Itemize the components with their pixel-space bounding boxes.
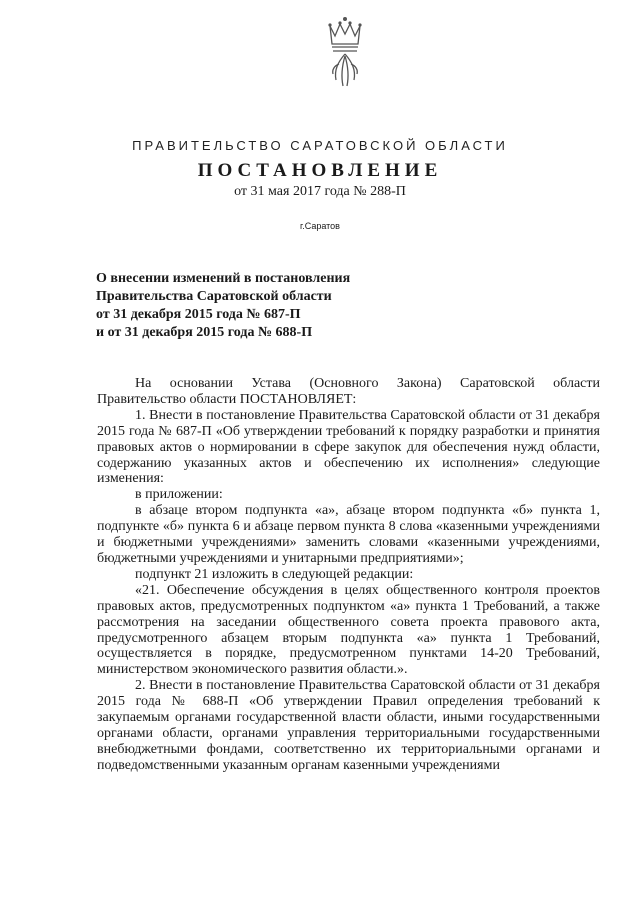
subject-line: и от 31 декабря 2015 года № 688-П [96,325,313,340]
government-name: ПРАВИТЕЛЬСТВО САРАТОВСКОЙ ОБЛАСТИ [132,138,508,153]
body-paragraph: подпункт 21 изложить в следующей редакции: [135,566,414,582]
body-paragraph: в абзаце втором подпункта «а», абзаце втором подпункта «б» пункта 1, подпункте «б» пункта 6 и абзаце первом пункта 8 слова «казенными учреждениями и бюджетными учреждениями» заменить словами «казенными учреждениями, бюджетными учреждениями и унитарными предприятиями»; [97,503,600,566]
body-paragraph: в приложении: [135,487,223,503]
document-date-number: от 31 мая 2017 года № 288-П [234,184,406,199]
document-type: ПОСТАНОВЛЕНИЕ [197,160,443,181]
crown-emblem-icon [320,16,370,92]
body-paragraph: «21. Обеспечение обсуждения в целях общественного контроля проектов правовых актов, предусмотренных подпунктом «а» пункта 1 Требований, а также рассмотрения на заседании общественного совета проекта правового акта, предусмотренного абзацем вторым подпункта «а» пункта 1 Требований, осуществляется в порядке, предусмотренном пунктами 14-20 Требований, министерством экономического развития области.». [97,582,600,678]
body-paragraph: На основании Устава (Основного Закона) Саратовской области Правительство области ПОСТАНОВЛЯЕТ: [97,376,600,407]
document-subject [96,270,516,342]
document-body [97,376,600,774]
issue-city: г.Саратов [300,221,340,231]
body-paragraph: 1. Внести в постановление Правительства Саратовской области от 31 декабря 2015 года № 687-П «Об утверждении требований к порядку разработки и принятия правовых актов о нормировании в сфере закупок для обеспечения нужд области, содержанию указанных актов и обеспечению их исполнения» следующие изменения: [97,407,600,487]
body-paragraph: 2. Внести в постановление Правительства Саратовской области от 31 декабря 2015 года № 688-П «Об утверждении Правил определения требований к закупаемым органами государственной власти области, иными государственными органами области, органами управления территориальными государственными внебюджетными фондами, соответственно их территориальными органами и подведомственными указанным органам казенными учреждениями [97,678,600,773]
subject-line: Правительства Саратовской области [96,289,332,304]
subject-line: О внесении изменений в постановления [96,271,351,286]
subject-line: от 31 декабря 2015 года № 687-П [96,307,301,322]
